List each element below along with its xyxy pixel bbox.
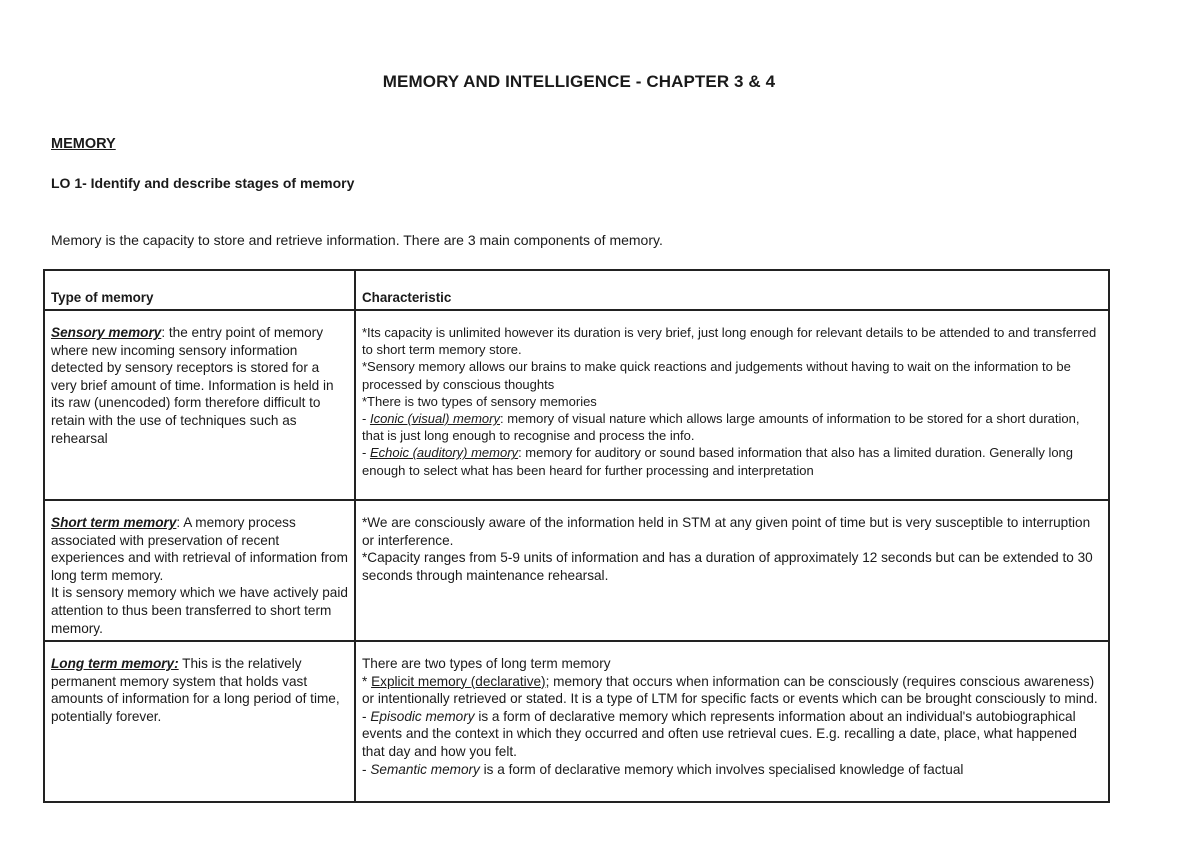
long-term-memory-definition: This is the relatively permanent memory system that holds vast amounts of information for a long period of time, potentially forever. xyxy=(51,656,340,724)
episodic-memory-item xyxy=(362,708,1102,761)
intro-paragraph: Memory is the capacity to store and retrieve information. There are 3 main components of memory. xyxy=(51,232,663,248)
short-term-definition-text: : A memory process associated with preservation of recent experiences and with retrieval of information from long term memory. xyxy=(51,515,348,583)
short-term-char-2: *Capacity ranges from 5-9 units of information and has a duration of approximately 12 seconds but can be extended to 30 seconds through maintenance rehearsal. xyxy=(362,550,1093,583)
header-type-of-memory: Type of memory xyxy=(44,270,355,310)
short-term-definition-1 xyxy=(51,514,348,584)
sensory-memory-characteristic xyxy=(355,310,1109,500)
echoic-memory-item xyxy=(362,444,1102,478)
short-term-char-1: *We are consciously aware of the information held in STM at any given point of time but is very susceptible to interruption or interference. xyxy=(362,515,1091,548)
episodic-memory-term: Episodic memory xyxy=(370,708,475,724)
short-term-memory-cell xyxy=(44,500,355,641)
echoic-prefix: - xyxy=(362,445,370,461)
sensory-char-2: *Sensory memory allows our brains to make quick reactions and judgements without having to wait on the information to be processed by conscious thoughts xyxy=(362,359,1071,392)
semantic-prefix: - xyxy=(362,761,371,777)
header-characteristic: Characteristic xyxy=(355,270,1109,310)
table-row-short-term xyxy=(44,500,1109,641)
table-row-sensory xyxy=(44,310,1109,500)
learning-objective: LO 1- Identify and describe stages of memory xyxy=(51,175,355,191)
sensory-memory-term: Sensory memory xyxy=(51,325,162,340)
sensory-char-1: *Its capacity is unlimited however its duration is very brief, just long enough for relevant details to be attended to and transferred to short term memory store. xyxy=(362,325,1097,358)
explicit-memory-item xyxy=(362,673,1102,708)
memory-types-table xyxy=(43,269,1110,803)
episodic-memory-text: is a form of declarative memory which represents information about an individual's autobiographical events and the context in which they occurred and often use retrieval cues. E.g. recalling a date, place, what happened that day and how you felt. xyxy=(362,708,1077,759)
sensory-memory-definition: : the entry point of memory where new incoming sensory information detected by sensory receptors is stored for a very brief amount of time. Information is held in its raw (unencoded) form therefore difficult to retain with the use of techniques such as rehearsal xyxy=(51,325,334,446)
explicit-prefix: * xyxy=(362,673,372,689)
echoic-memory-term: Echoic (auditory) memory xyxy=(369,445,519,461)
semantic-memory-item xyxy=(362,761,1102,779)
table-header-row xyxy=(44,270,1109,310)
explicit-memory-text: memory that occurs when information can be consciously (requires conscious awareness) or intentionally retrieved or stated. It is a type of LTM for specific facts or events which can be brought consciously to mind. xyxy=(362,673,1098,707)
iconic-prefix: - xyxy=(362,411,370,427)
long-term-memory-characteristic xyxy=(355,641,1109,802)
short-term-definition-2: It is sensory memory which we have actively paid attention to thus been transferred to short term memory. xyxy=(51,585,348,636)
iconic-memory-term: Iconic (visual) memory xyxy=(369,411,500,427)
explicit-memory-term: Explicit memory (declarative); xyxy=(371,673,550,689)
episodic-prefix: - xyxy=(362,708,371,724)
short-term-memory-term: Short term memory xyxy=(51,515,177,530)
echoic-memory-text: : memory for auditory or sound based information that also has a limited duration. Generally long enough to select what has been heard for further processing and interpretation xyxy=(362,445,1074,478)
long-term-char-1: There are two types of long term memory xyxy=(362,656,611,671)
sensory-memory-cell xyxy=(44,310,355,500)
iconic-memory-text: : memory of visual nature which allows large amounts of information to be stored for a short duration, that is just long enough to recognise and process the info. xyxy=(362,411,1080,444)
long-term-memory-term: Long term memory: xyxy=(51,656,179,671)
long-term-memory-cell xyxy=(44,641,355,802)
sensory-char-3: *There is two types of sensory memories xyxy=(362,393,597,409)
short-term-memory-characteristic xyxy=(355,500,1109,641)
section-heading: MEMORY xyxy=(51,136,116,152)
semantic-memory-text: is a form of declarative memory which involves specialised knowledge of factual xyxy=(479,761,964,777)
iconic-memory-item xyxy=(362,410,1102,444)
page-title: MEMORY AND INTELLIGENCE - CHAPTER 3 & 4 xyxy=(382,72,776,91)
table-row-long-term xyxy=(44,641,1109,802)
semantic-memory-term: Semantic memory xyxy=(370,761,480,777)
